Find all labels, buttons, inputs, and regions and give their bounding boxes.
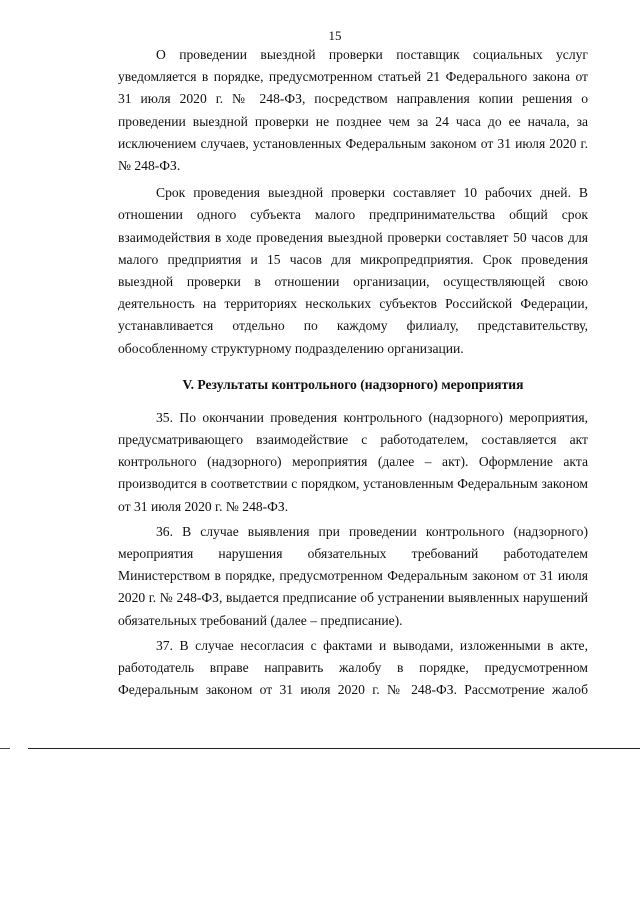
- paragraph-inspection-duration: Срок проведения выездной проверки составляет 10 рабочих дней. В отношении одного субъекта малого предпринимательства общий срок взаимодействия в ходе проведения выездной проверки составляет 50 часов для малого предприятия и 15 часов для микропредприятия. Срок проведения выездной проверки в отношении организации, осуществляющей свою деятельность на территориях нескольких субъектов Российской Федерации, устанавливается отдельно по каждому филиалу, представительству, обособленному структурному подразделению организации.: [118, 185, 588, 356]
- page-bottom-rule: [28, 748, 640, 749]
- paragraph-36: 36. В случае выявления при проведении контрольного (надзорного) мероприятия нарушения обязательных требований работодателем Министерством в порядке, предусмотренном Федеральным законом от 31 июля 2020 г. № 248-ФЗ, выдается предписание об устранении выявленных нарушений обязательных требований (далее – предписание).: [118, 523, 588, 628]
- margin-tick-mark: [0, 748, 10, 749]
- paragraph-inspection-notice: О проведении выездной проверки поставщик социальных услуг уведомляется в порядке, предусмотренном статьей 21 Федерального закона от 31 июля 2020 г. № 248-ФЗ, посредством направления копии решения о проведении выездной проверки не позднее чем за 24 часа до ее начала, за исключением случаев, установленных Федеральным законом от 31 июля 2020 г. № 248-ФЗ.: [118, 47, 588, 174]
- page-number: 15: [328, 28, 342, 43]
- section-heading: V. Результаты контрольного (надзорного) мероприятия: [182, 376, 524, 392]
- paragraph-37: 37. В случае несогласия с фактами и выводами, изложенными в акте, работодатель вправе направить жалобу в порядке, предусмотренном Федеральным законом от 31 июля 2020 г. № 248-ФЗ. Рассмотрение жалоб: [118, 637, 588, 698]
- paragraph-35: 35. По окончании проведения контрольного (надзорного) мероприятия, предусматривающего взаимодействие с работодателем, составляется акт контрольного (надзорного) мероприятия (далее – акт). Оформление акта производится в соответствии с порядком, установленным Федеральным законом от 31 июля 2020 г. № 248-ФЗ.: [118, 409, 588, 514]
- document-body: [118, 44, 588, 701]
